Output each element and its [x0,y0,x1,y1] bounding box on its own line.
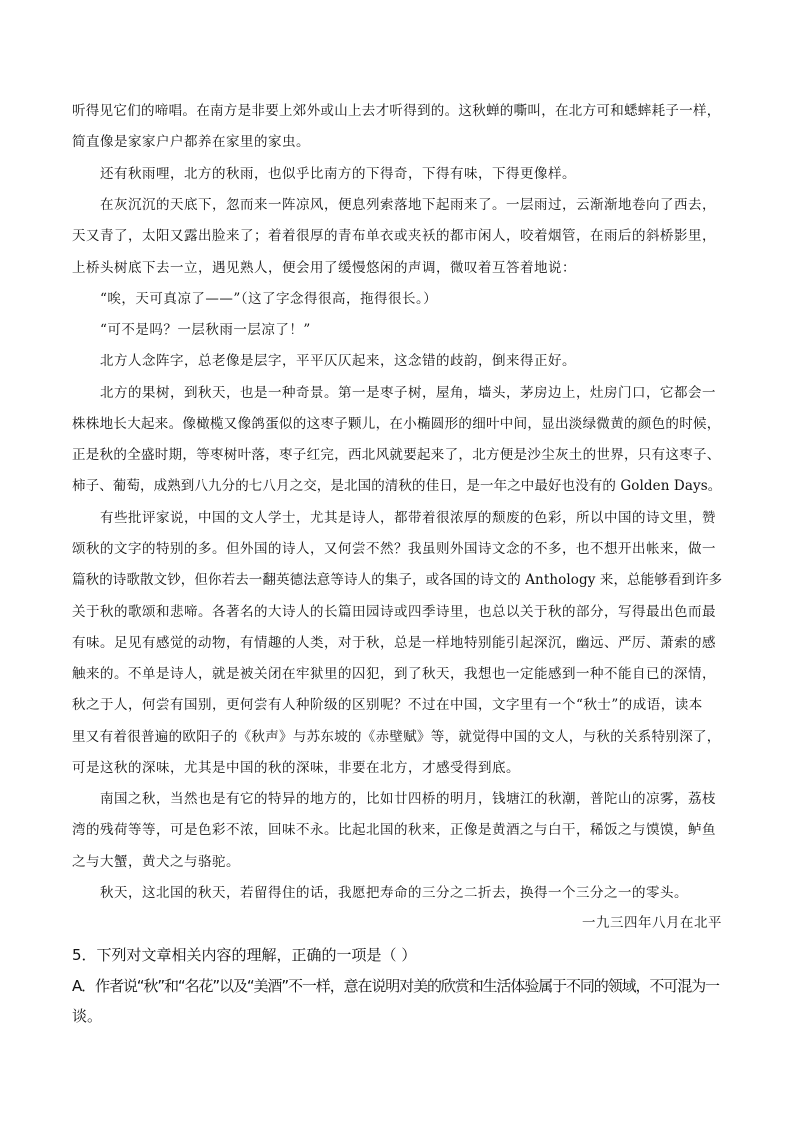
dialogue-line: “可不是吗？一层秋雨一层凉了！” [100,322,311,338]
option-a-continuation: 谈。 [72,1007,103,1025]
question-stem: 5．下列对文章相关内容的理解，正确的一项是（ ） [72,946,417,964]
paragraph-line: 还有秋雨哩，北方的秋雨，也似乎比南方的下得奇，下得有味，下得更像样。 [100,166,576,182]
paragraph-line: 关于秋的歌颂和悲啼。各著名的大诗人的长篇田园诗或四季诗里，也总以关于秋的部分，写得最出色而最 [72,604,716,620]
paragraph-line: 秋之于人，何尝有国别，更何尝有人种阶级的区别呢？不过在中国，文字里有一个“秋士”的成语，读本 [72,697,703,713]
paragraph-line: 颂秋的文字的特别的多。但外国的诗人，又何尝不然？我虽则外国诗文念的不多，也不想开出帐来，做一 [72,541,716,557]
paragraph-line: 株株地长大起来。像橄榄又像鸽蛋似的这枣子颗儿，在小椭圆形的细叶中间，显出淡绿微黄的颜色的时候， [72,416,721,432]
paragraph-line: 柿子、葡萄，成熟到八九分的七八月之交，是北国的清秋的佳日，是一年之中最好也没有的 Golden Days。 [72,478,722,494]
paragraph-line: 湾的残荷等等，可是色彩不浓，回味不永。比起北国的秋来，正像是黄酒之与白干，稀饭之与馍馍，鲈鱼 [72,822,716,838]
paragraph-line: 触来的。不单是诗人，就是被关闭在牢狱里的囚犯，到了秋天，我想也一定能感到一种不能自已的深情， [72,666,716,682]
paragraph-line: 听得见它们的啼唱。在南方是非要上郊外或山上去才听得到的。这秋蝉的嘶叫，在北方可和蟋蟀耗子一样， [72,103,721,119]
paragraph-line: 正是秋的全盛时期，等枣树叶落，枣子红完，西北风就要起来了，北方便是沙尘灰土的世界，只有这枣子、 [72,447,721,463]
paragraph-line: 之与大蟹，黄犬之与骆驼。 [72,854,240,870]
paragraph-line: 北方的果树，到秋天，也是一种奇景。第一是枣子树，屋角，墙头，茅房边上，灶房门口，它都会一 [100,385,716,401]
paragraph-line: 天又青了，太阳又露出脸来了；着着很厚的青布单衣或夹袄的都市闲人，咬着烟管，在雨后的斜桥影里， [72,228,716,244]
paragraph-line: 简直像是家家户户都养在家里的家虫。 [72,134,310,150]
paragraph-line: 可是这秋的深味，尤其是中国的秋的深味，非要在北方，才感受得到底。 [72,760,520,776]
paragraph-line: 北方人念阵字，总老像是层字，平平仄仄起来，这念错的歧韵，倒来得正好。 [100,353,576,369]
paragraph-line: 有味。足见有感觉的动物，有情趣的人类，对于秋，总是一样地特别能引起深沉，幽远、严厉、萧索的感 [72,635,716,651]
paragraph-line: 有些批评家说，中国的文人学士，尤其是诗人，都带着很浓厚的颓废的色彩，所以中国的诗文里，赞 [100,510,716,526]
paragraph-line: 在灰沉沉的天底下，忽而来一阵凉风，便息列索落地下起雨来了。一层雨过，云渐渐地卷向了西去， [100,197,716,213]
dialogue-line: “唉，天可真凉了——”（这了字念得很高，拖得很长。） [100,291,438,307]
paragraph-line: 秋天，这北国的秋天，若留得住的话，我愿把寿命的三分之二折去，换得一个三分之一的零头。 [100,885,688,901]
option-a: A．作者说“秋”和“名花”以及“美酒”不一样，意在说明对美的欣赏和生活体验属于不同的领域，不可混为一 [72,977,719,995]
paragraph-line: 篇秋的诗歌散文钞，但你若去一翻英德法意等诗人的集子，或各国的诗文的 Anthology 来，总能够看到许多 [72,572,723,588]
signature-date: 一九三四年八月在北平 [582,915,722,931]
paragraph-line: 里又有着很普遍的欧阳子的《秋声》与苏东坡的《赤壁赋》等，就觉得中国的文人，与秋的关系特别深了， [72,729,721,745]
paragraph-line: 上桥头树底下去一立，遇见熟人，便会用了缓慢悠闲的声调，微叹着互答着地说： [72,260,576,276]
paragraph-line: 南国之秋，当然也是有它的特异的地方的，比如廿四桥的明月，钱塘江的秋潮，普陀山的凉雾，荔枝 [100,791,716,807]
